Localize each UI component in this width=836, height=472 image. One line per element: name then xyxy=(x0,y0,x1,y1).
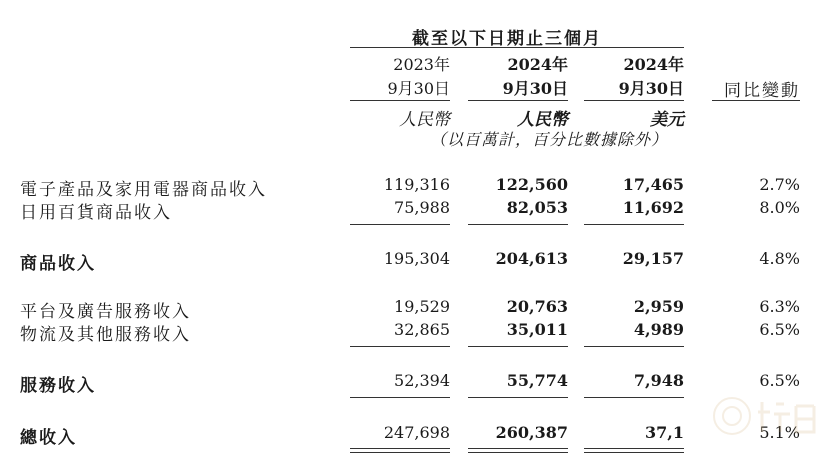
col-2024-rmb-date-rule xyxy=(468,100,568,101)
col-2024-rmb-date: 9月30日 xyxy=(502,79,568,98)
subtotal-rule-1 xyxy=(468,224,568,225)
row-general-merch-yoy: 8.0% xyxy=(759,198,800,217)
row-platform-ads-usd: 2,959 xyxy=(633,297,684,316)
row-product-revenue-yoy: 4.8% xyxy=(759,249,800,268)
yoy-header: 同比變動 xyxy=(724,81,800,101)
row-service-revenue-2023: 52,394 xyxy=(394,371,450,390)
subtotal-rule-3 xyxy=(468,397,568,398)
row-total-revenue-label: 總收入 xyxy=(20,428,77,448)
col-2023-currency: 人民幣 xyxy=(399,110,450,130)
row-logistics-label: 物流及其他服務收入 xyxy=(20,325,191,345)
subtotal-rule-1 xyxy=(350,224,450,225)
row-electronics-2023: 119,316 xyxy=(383,175,450,194)
row-total-revenue-2024: 260,387 xyxy=(495,423,568,442)
row-service-revenue-2024: 55,774 xyxy=(506,371,568,390)
period-title-rule xyxy=(350,47,684,48)
row-logistics-yoy: 6.5% xyxy=(759,320,800,339)
subtotal-rule-2 xyxy=(584,346,684,347)
watermark-logo xyxy=(710,392,830,442)
row-platform-ads-2023: 19,529 xyxy=(394,297,450,316)
row-electronics-usd: 17,465 xyxy=(622,175,684,194)
col-2024-rmb-currency: 人民幣 xyxy=(517,110,568,130)
row-electronics-2024: 122,560 xyxy=(495,175,568,194)
row-service-revenue-yoy: 6.5% xyxy=(759,371,800,390)
row-logistics-usd: 4,989 xyxy=(633,320,684,339)
row-total-revenue-yoy: 5.1% xyxy=(759,423,800,442)
row-total-revenue-usd: 37,1 xyxy=(645,423,684,442)
row-electronics-yoy: 2.7% xyxy=(759,175,800,194)
row-product-revenue-label: 商品收入 xyxy=(20,254,96,274)
row-general-merch-usd: 11,692 xyxy=(622,198,684,217)
col-2024-usd-year: 2024年 xyxy=(623,55,684,74)
units-note: （以百萬計，百分比數據除外） xyxy=(430,130,669,149)
yoy-header-rule xyxy=(712,100,800,101)
subtotal-rule-2 xyxy=(350,346,450,347)
col-2024-usd-date: 9月30日 xyxy=(618,79,684,98)
row-logistics-2023: 32,865 xyxy=(394,320,450,339)
subtotal-rule-2 xyxy=(468,346,568,347)
row-general-merch-2023: 75,988 xyxy=(394,198,450,217)
col-2023-date: 9月30日 xyxy=(387,79,450,98)
row-general-merch-2024: 82,053 xyxy=(506,198,568,217)
col-2024-usd-currency: 美元 xyxy=(650,110,684,130)
row-electronics-label: 電子產品及家用電器商品收入 xyxy=(20,180,267,200)
row-general-merch-label: 日用百貨商品收入 xyxy=(20,203,172,223)
total-double-rule xyxy=(468,448,568,453)
row-product-revenue-2023: 195,304 xyxy=(383,249,450,268)
row-platform-ads-label: 平台及廣告服務收入 xyxy=(20,302,191,322)
col-2023-date-rule xyxy=(350,100,450,101)
row-service-revenue-usd: 7,948 xyxy=(633,371,684,390)
col-2024-rmb-year: 2024年 xyxy=(507,55,568,74)
total-double-rule xyxy=(584,448,684,453)
period-title: 截至以下日期止三個月 xyxy=(412,29,602,49)
row-logistics-2024: 35,011 xyxy=(506,320,568,339)
row-service-revenue-label: 服務收入 xyxy=(20,376,96,396)
col-2024-usd-date-rule xyxy=(584,100,684,101)
row-platform-ads-yoy: 6.3% xyxy=(759,297,800,316)
total-double-rule xyxy=(350,448,450,453)
subtotal-rule-1 xyxy=(584,224,684,225)
row-total-revenue-2023: 247,698 xyxy=(383,423,450,442)
col-2023-year: 2023年 xyxy=(393,55,450,74)
row-platform-ads-2024: 20,763 xyxy=(506,297,568,316)
row-product-revenue-2024: 204,613 xyxy=(495,249,568,268)
subtotal-rule-3 xyxy=(350,397,450,398)
subtotal-rule-3 xyxy=(584,397,684,398)
row-product-revenue-usd: 29,157 xyxy=(622,249,684,268)
